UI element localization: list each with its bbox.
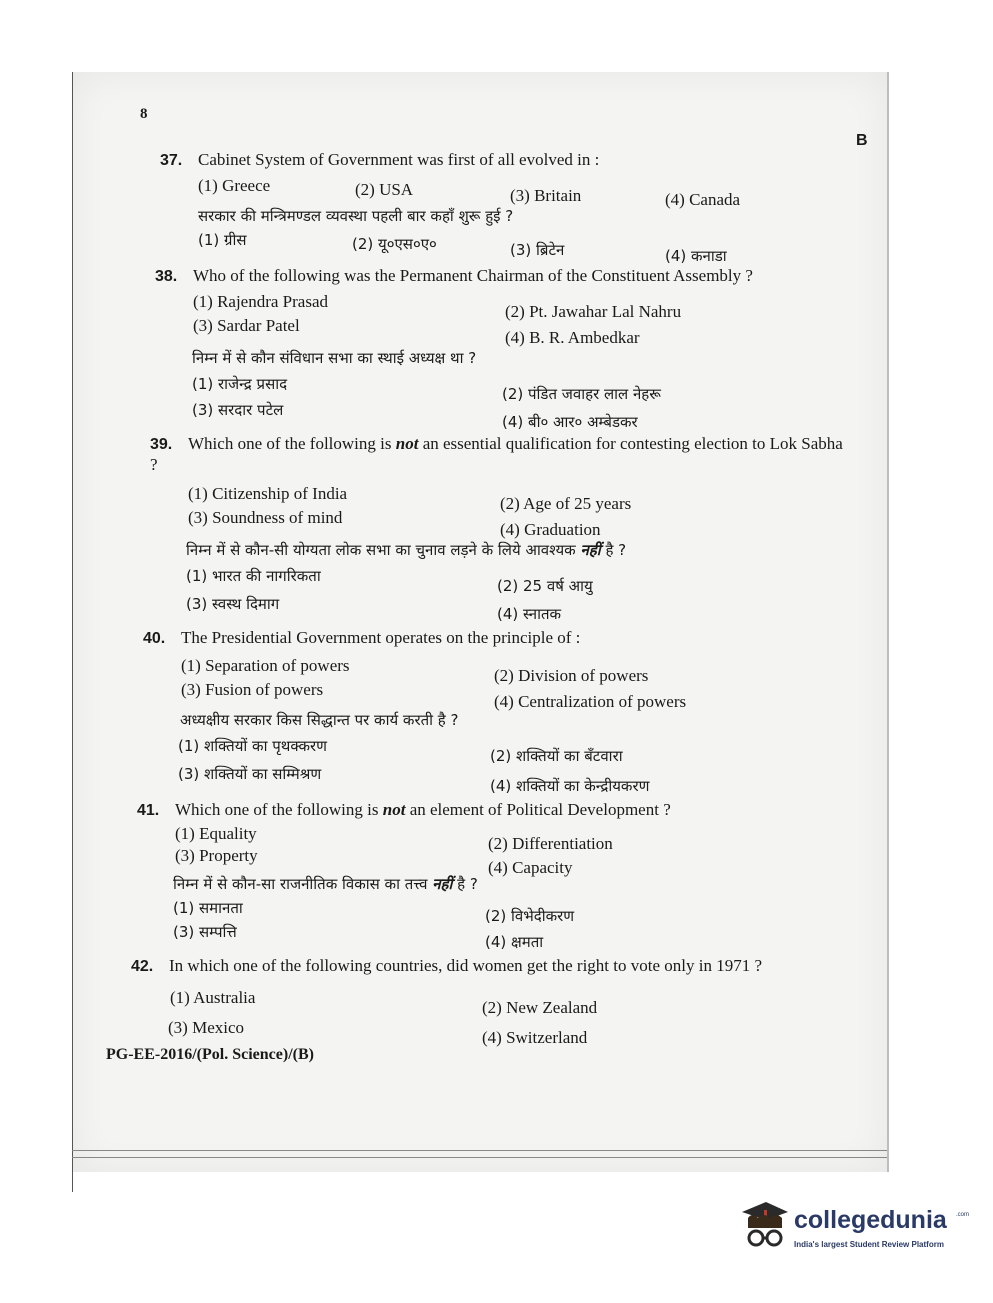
question-set-code: B [856,132,868,149]
q39-option-4: (4) Graduation [500,520,601,539]
q42-option-4: (4) Switzerland [482,1028,588,1047]
q37-option-4: (4) Canada [665,190,741,209]
q40-hi-option-4: (4) शक्तियों का केन्द्रीयकरण [490,777,650,795]
q37-option-2: (2) USA [355,180,414,199]
q37-hi-option-4: (4) कनाडा [665,247,727,265]
page-edge [72,72,73,1192]
logo-wordmark: collegedunia [794,1206,947,1234]
q41-hi-option-3: (3) सम्पत्ति [173,923,237,941]
q40-option-4: (4) Centralization of powers [494,692,687,711]
q39-option-1: (1) Citizenship of India [188,484,348,503]
q40-hi-option-2: (2) शक्तियों का बँटवारा [490,747,623,765]
q40-hindi: अध्यक्षीय सरकार किस सिद्धान्त पर कार्य करती है ? [180,711,459,729]
q38-hi-option-4: (4) बी० आर० अम्बेडकर [502,413,638,431]
q38-hi-option-3: (3) सरदार पटेल [192,401,284,419]
page-number: 8 [140,106,148,122]
q42-option-1: (1) Australia [170,988,256,1007]
q39-hi-option-4: (4) स्नातक [497,605,562,623]
q37-hi-option-2: (2) यू०एस०ए० [352,235,437,253]
q37-option-3: (3) Britain [510,186,582,205]
q41-option-4: (4) Capacity [488,858,573,877]
q41-option-1: (1) Equality [175,824,257,843]
question-41: 41. Which one of the following is not an element of Political Development ? [137,800,671,819]
q39-hi-option-1: (1) भारत की नागरिकता [186,567,321,585]
q38-hindi: निम्न में से कौन संविधान सभा का स्थाई अध्यक्ष था ? [192,349,477,367]
q38-hi-option-1: (1) राजेन्द्र प्रसाद [192,375,288,393]
question-38: 38. Who of the following was the Permanent Chairman of the Constituent Assembly ? [155,266,753,285]
q41-option-3: (3) Property [175,846,258,865]
q38-hi-option-2: (2) पंडित जवाहर लाल नेहरू [502,385,661,403]
q39-hi-option-2: (2) 25 वर्ष आयु [497,577,593,595]
q37-hi-option-3: (3) ब्रिटेन [510,241,565,259]
q41-hindi: निम्न में से कौन-सा राजनीतिक विकास का तत्त्व नहीं है ? [173,875,478,893]
q37-option-1: (1) Greece [198,176,271,195]
q38-option-1: (1) Rajendra Prasad [193,292,329,311]
logo-tagline: India's largest Student Review Platform [794,1240,944,1249]
q39-hi-option-3: (3) स्वस्थ दिमाग [186,595,280,613]
q40-option-2: (2) Division of powers [494,666,649,685]
question-39: 39. Which one of the following is not an essential qualification for contesting election to Lok Sabha ? [150,434,843,474]
q40-hi-option-3: (3) शक्तियों का सम्मिश्रण [178,765,322,783]
q41-option-2: (2) Differentiation [488,834,613,853]
q40-option-1: (1) Separation of powers [181,656,350,675]
q39-option-3: (3) Soundness of mind [188,508,343,527]
collegedunia-logo [738,1198,968,1258]
q41-hi-option-2: (2) विभेदीकरण [485,907,575,925]
question-37: 37. Cabinet System of Government was first of all evolved in : [160,150,600,169]
q38-option-2: (2) Pt. Jawahar Lal Nahru [505,302,682,321]
question-42: 42. In which one of the following countries, did women get the right to vote only in 1971 ? [131,956,762,975]
question-40: 40. The Presidential Government operates on the principle of : [143,628,581,647]
q40-hi-option-1: (1) शक्तियों का पृथक्करण [178,737,327,755]
q41-hi-option-4: (4) क्षमता [485,933,544,951]
q37-hi-option-1: (1) ग्रीस [198,231,247,249]
graduate-mascot-icon [738,1198,792,1258]
paper-code: PG-EE-2016/(Pol. Science)/(B) [106,1046,314,1063]
page-bottom-rules [72,1150,887,1174]
q39-hindi: निम्न में से कौन-सी योग्यता लोक सभा का चुनाव लड़ने के लिये आवश्यक नहीं है ? [186,541,627,559]
q42-option-2: (2) New Zealand [482,998,598,1017]
q38-option-3: (3) Sardar Patel [193,316,300,335]
q39-option-2: (2) Age of 25 years [500,494,632,513]
q42-option-3: (3) Mexico [168,1018,245,1037]
logo-suffix: .com [956,1212,970,1218]
q38-option-4: (4) B. R. Ambedkar [505,328,640,347]
q41-hi-option-1: (1) समानता [173,899,243,917]
q37-hindi: सरकार की मन्त्रिमण्डल व्यवस्था पहली बार कहाँ शुरू हुई ? [198,207,514,225]
q40-option-3: (3) Fusion of powers [181,680,324,699]
